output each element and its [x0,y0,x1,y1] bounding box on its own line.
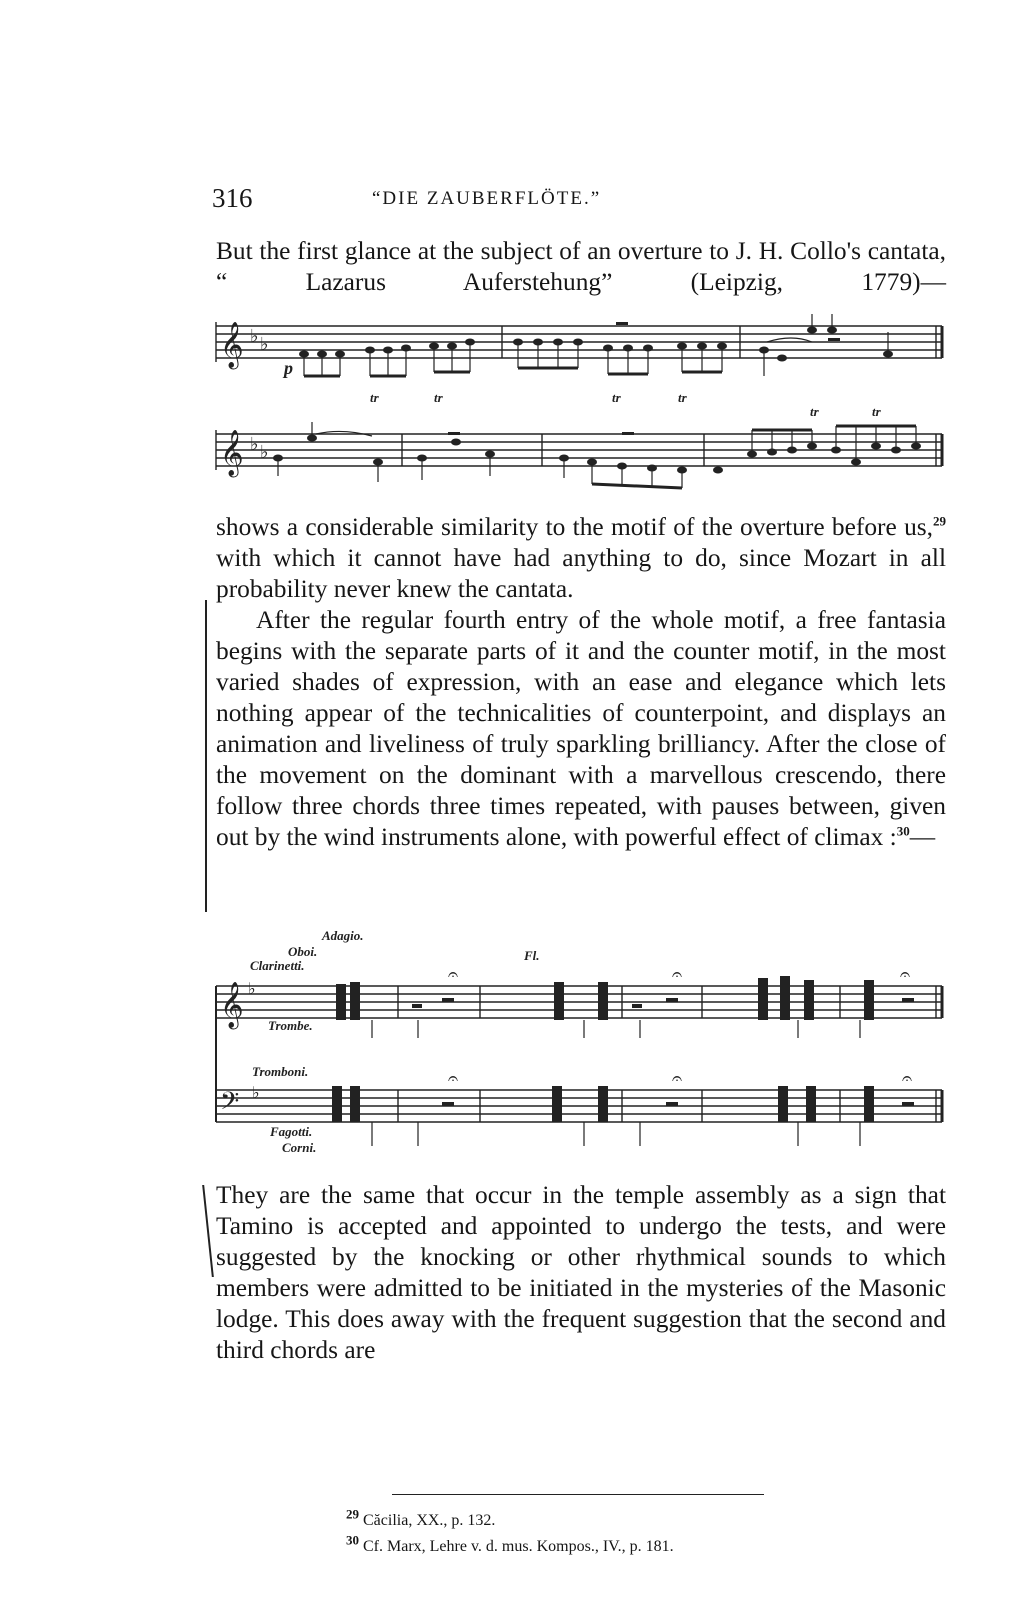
flat-icon: ♭ [252,1085,260,1102]
margin-line [202,1185,214,1277]
paragraph-fantasia [216,605,946,853]
svg-text:𝄐: 𝄐 [900,964,911,984]
margin-line [205,600,207,912]
trill-mark: tr [612,390,621,405]
instrument-label-clarinetti: Clarinetti. [250,958,305,973]
treble-clef-icon: 𝄞 [220,982,244,1027]
example1-staff-1-notes [220,314,893,378]
trill-mark: tr [434,390,443,405]
footnote-30 [346,1532,674,1556]
music-example-2 [212,926,950,1174]
intro-paragraph [216,236,946,298]
footnote-ref: 30 [896,823,910,839]
instrument-label-fagotti: Fagotti. [270,1124,313,1139]
trill-mark: tr [370,390,379,405]
flat-icon: ♭ [250,434,259,454]
instrument-label-tromboni: Tromboni. [252,1064,309,1079]
footnote-ref: 29 [933,513,946,529]
dynamic-marking: p [284,358,293,378]
example2-staves [216,986,942,1122]
trill-mark: tr [678,390,687,405]
bass-clef-icon: 𝄢 [220,1088,240,1121]
svg-text:𝄐: 𝄐 [448,964,459,984]
flat-icon: ♭ [260,334,269,354]
footnote-mark: 30 [346,1532,359,1548]
trill-mark: tr [872,404,881,419]
svg-text:𝄐: 𝄐 [672,1068,683,1088]
treble-clef-icon: 𝄞 [220,322,244,367]
footnote-text: Cf. Marx, Lehre v. d. mus. Kompos., IV., p. 181. [363,1538,674,1555]
svg-text:𝄐: 𝄐 [902,1068,913,1088]
footnote-mark: 29 [346,1506,359,1522]
svg-text:𝄐: 𝄐 [448,1068,459,1088]
intro-text: But the first glance at the subject of an overture to J. H. Collo's cantata, “ Lazarus Auferstehung” (Leipzig, 1779)— [216,237,946,296]
instrument-label-trombe: Trombe. [268,1018,313,1033]
treble-clef-icon: 𝄞 [220,430,244,475]
fermata-icon [448,964,912,1088]
footnote-rule [392,1494,764,1495]
trill-mark: tr [810,404,819,419]
instrument-label-oboi: Oboi. [288,944,318,959]
music-example-1 [212,312,947,502]
flat-icon: ♭ [248,981,256,998]
paragraph-fantasia-text: After the regular fourth entry of the whole motif, a free fantasia begins with the separate parts of it and the counter motif, in the most varied shades of expression, with an ease and elegance which lets nothing appear of the technicalities of counterpoint, and displays an animation and liveliness of truly sparkling brilliancy. After the close of the movement on the dominant with a marvellous crescendo, there follow three chords three times repeated, with pauses between, given out by the wind instruments alone, with powerful effect of climax :$^{30}$— [216,606,946,851]
page-number: 316 [212,183,253,213]
footnote-29 [346,1506,496,1530]
tempo-marking: Adagio. [322,928,364,943]
paragraph-similarity [216,512,946,605]
paragraph-temple [216,1180,946,1366]
instrument-label-flute: Fl. [524,948,540,963]
flat-icon: ♭ [260,442,269,462]
svg-text:𝄐: 𝄐 [672,964,683,984]
paragraph-similarity-text: shows a considerable similarity to the motif of the overture before us,$^{29}$ with which it cannot have had anything to do, since Mozart in all probability never knew the cantata. [216,513,946,603]
flat-icon: ♭ [250,326,259,346]
instrument-label-corni: Corni. [282,1140,317,1155]
running-title: “DIE ZAUBERFLÖTE.” [372,188,602,209]
footnote-text: Căcilia, XX., p. 132. [363,1512,496,1529]
paragraph-temple-text: They are the same that occur in the temple assembly as a sign that Tamino is accepted and appointed to undergo the tests, and were suggested by the knocking or other rhythmical sounds to which members were admitted to be initiated in the mysteries of the Masonic lodge. This does away with the frequent suggestion that the second and third chords are [216,1181,946,1364]
